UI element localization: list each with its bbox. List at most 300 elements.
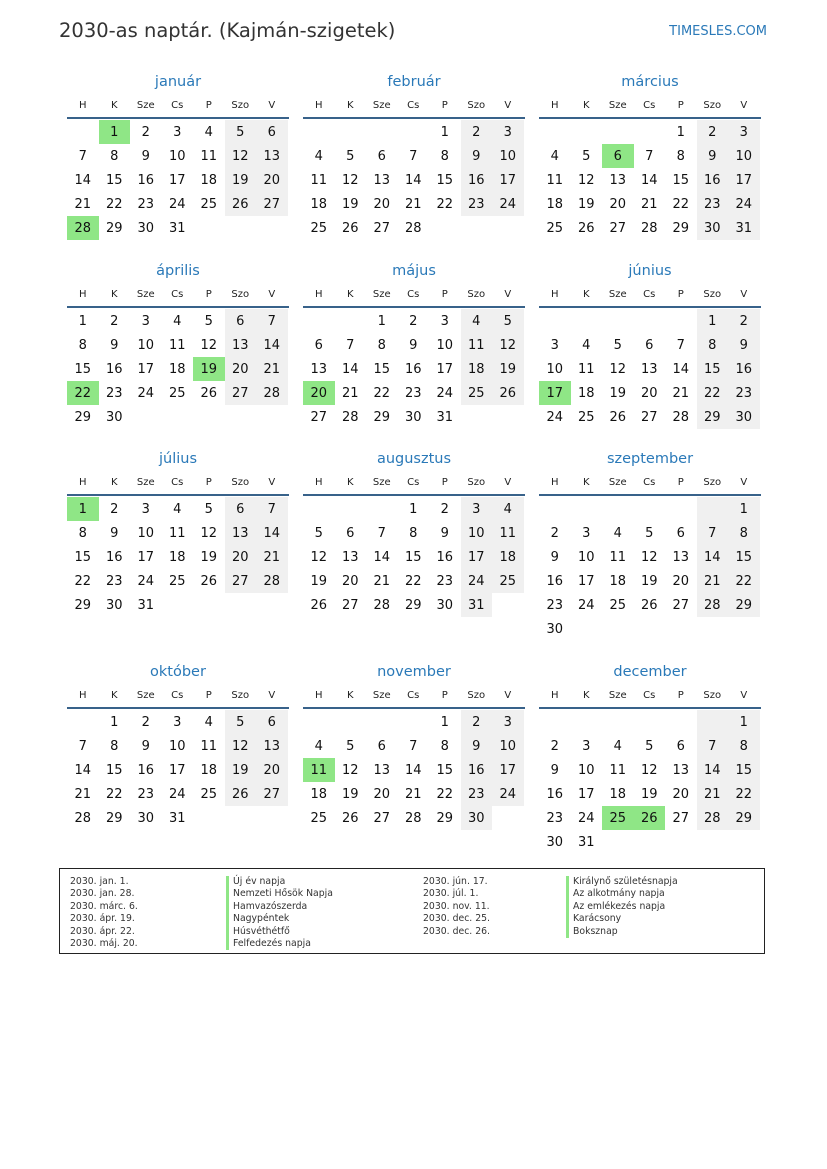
holiday-date: 2030. júl. 1. bbox=[423, 888, 479, 900]
day-cell: 9 bbox=[550, 762, 559, 778]
day-cell: 7 bbox=[377, 525, 386, 541]
day-cell: 30 bbox=[105, 409, 123, 425]
weekday-header bbox=[539, 470, 761, 494]
day-cell: 9 bbox=[409, 337, 418, 353]
day-cell: 1 bbox=[676, 124, 685, 140]
day-cell: 2 bbox=[697, 120, 729, 144]
holiday-date: 2030. jan. 28. bbox=[70, 888, 135, 900]
day-cell: 11 bbox=[168, 337, 186, 353]
empty-day-cell bbox=[130, 405, 162, 429]
day-cell: 20 bbox=[640, 385, 658, 401]
day-cell: 21 bbox=[373, 573, 391, 589]
day-cell: 30 bbox=[105, 597, 123, 613]
day-cell: 15 bbox=[373, 361, 391, 377]
day-cell: 3 bbox=[440, 313, 449, 329]
day-cell: 11 bbox=[546, 172, 564, 188]
day-cell: 10 bbox=[546, 361, 564, 377]
weekday-label: H bbox=[550, 288, 559, 300]
empty-day-cell bbox=[571, 617, 603, 641]
day-cell: 21 bbox=[74, 196, 92, 212]
weekday-label: Cs bbox=[171, 689, 184, 701]
month-block bbox=[539, 661, 761, 854]
day-cell: 23 bbox=[105, 385, 123, 401]
day-cell: 22 bbox=[373, 385, 391, 401]
empty-day-cell bbox=[366, 120, 398, 144]
day-cell: 12 bbox=[609, 361, 627, 377]
day-cell: 1 bbox=[728, 710, 760, 734]
day-cell: 22 bbox=[105, 786, 123, 802]
day-cell: 10 bbox=[577, 549, 595, 565]
weekday-label: K bbox=[110, 288, 118, 300]
day-cell: 25 bbox=[577, 409, 595, 425]
day-cell: 10 bbox=[492, 734, 524, 758]
day-cell: 3 bbox=[173, 124, 182, 140]
day-cell: 7 bbox=[676, 337, 685, 353]
day-cell: 3 bbox=[582, 525, 591, 541]
weekday-label: H bbox=[78, 99, 87, 111]
weekday-label: Szo bbox=[703, 689, 722, 701]
day-cell: 6 bbox=[377, 148, 386, 164]
weekday-label: Szo bbox=[467, 99, 486, 111]
weekday-label: K bbox=[346, 476, 354, 488]
day-cell: 4 bbox=[582, 337, 591, 353]
empty-day-cell bbox=[366, 710, 398, 734]
day-cell: 11 bbox=[168, 525, 186, 541]
day-cell: 1 bbox=[728, 497, 760, 521]
month-block bbox=[303, 448, 525, 617]
day-cell: 15 bbox=[728, 545, 760, 569]
day-cell: 29 bbox=[728, 593, 760, 617]
empty-day-cell bbox=[665, 309, 697, 333]
day-cell: 6 bbox=[645, 337, 654, 353]
weekday-label: H bbox=[78, 476, 87, 488]
day-cell: 4 bbox=[173, 501, 182, 517]
day-cell: 14 bbox=[373, 549, 391, 565]
day-cell: 25 bbox=[310, 810, 328, 826]
day-cell: 1 bbox=[377, 313, 386, 329]
empty-day-cell bbox=[728, 617, 760, 641]
empty-day-cell bbox=[193, 405, 225, 429]
day-cell: 10 bbox=[137, 525, 155, 541]
day-cell: 17 bbox=[728, 168, 760, 192]
day-cell: 2 bbox=[110, 313, 119, 329]
day-cell: 8 bbox=[676, 148, 685, 164]
day-cell: 8 bbox=[110, 148, 119, 164]
day-cell: 19 bbox=[640, 786, 658, 802]
weekday-label: V bbox=[504, 99, 512, 111]
weekday-label: H bbox=[550, 476, 559, 488]
day-cell: 9 bbox=[440, 525, 449, 541]
weekday-label: K bbox=[110, 99, 118, 111]
day-cell: 10 bbox=[168, 738, 186, 754]
empty-day-cell bbox=[697, 617, 729, 641]
day-cell: 5 bbox=[314, 525, 323, 541]
day-cell: 25 bbox=[200, 786, 218, 802]
day-grid bbox=[303, 119, 525, 240]
day-grid bbox=[303, 709, 525, 830]
empty-day-cell bbox=[193, 216, 225, 240]
day-grid bbox=[67, 119, 289, 240]
empty-day-cell bbox=[634, 497, 666, 521]
month-block bbox=[539, 260, 761, 429]
day-cell: 24 bbox=[137, 385, 155, 401]
empty-day-cell bbox=[303, 120, 335, 144]
weekday-label: Szo bbox=[467, 476, 486, 488]
holiday-date: 2030. nov. 11. bbox=[423, 900, 490, 912]
day-grid bbox=[539, 119, 761, 240]
weekday-label: V bbox=[504, 288, 512, 300]
day-cell: 20 bbox=[672, 573, 690, 589]
day-cell: 21 bbox=[640, 196, 658, 212]
holiday-date: 2030. ápr. 19. bbox=[70, 913, 135, 925]
month-name: május bbox=[392, 263, 436, 279]
weekday-label: V bbox=[740, 99, 748, 111]
day-cell: 17 bbox=[492, 758, 524, 782]
day-cell: 29 bbox=[373, 409, 391, 425]
day-cell: 12 bbox=[225, 144, 257, 168]
day-cell: 2 bbox=[141, 124, 150, 140]
day-cell: 13 bbox=[672, 762, 690, 778]
day-cell: 28 bbox=[341, 409, 359, 425]
weekday-header bbox=[303, 470, 525, 494]
day-cell: 25 bbox=[461, 381, 493, 405]
holiday-date: 2030. máj. 20. bbox=[70, 937, 138, 949]
day-cell: 5 bbox=[346, 738, 355, 754]
empty-day-cell bbox=[225, 216, 257, 240]
weekday-label: Sze bbox=[372, 476, 391, 488]
weekday-label: Cs bbox=[407, 99, 420, 111]
weekday-label: K bbox=[110, 476, 118, 488]
day-cell: 9 bbox=[550, 549, 559, 565]
empty-day-cell bbox=[335, 120, 367, 144]
holiday-date: 2030. jún. 17. bbox=[423, 876, 488, 887]
day-cell: 11 bbox=[577, 361, 595, 377]
weekday-label: Szo bbox=[231, 288, 250, 300]
month-name: augusztus bbox=[376, 451, 452, 467]
weekday-label: H bbox=[78, 288, 87, 300]
weekday-label: P bbox=[205, 476, 212, 488]
day-cell: 27 bbox=[609, 220, 627, 236]
holiday-list bbox=[59, 868, 765, 954]
holiday-date: 2030. dec. 26. bbox=[423, 925, 490, 937]
day-cell: 8 bbox=[728, 734, 760, 758]
day-cell: 23 bbox=[697, 192, 729, 216]
weekday-label: Sze bbox=[372, 99, 391, 111]
weekday-label: K bbox=[582, 99, 590, 111]
day-cell: 11 bbox=[310, 172, 328, 188]
weekday-label: P bbox=[205, 689, 212, 701]
day-grid bbox=[539, 709, 761, 854]
day-cell: 17 bbox=[577, 573, 595, 589]
weekday-label: P bbox=[205, 288, 212, 300]
day-cell: 6 bbox=[676, 525, 685, 541]
day-cell: 14 bbox=[74, 172, 92, 188]
empty-day-cell bbox=[256, 216, 288, 240]
day-cell: 14 bbox=[640, 172, 658, 188]
month-name: január bbox=[154, 74, 202, 90]
day-cell: 31 bbox=[168, 220, 186, 236]
day-cell: 8 bbox=[728, 521, 760, 545]
day-cell: 24 bbox=[168, 786, 186, 802]
day-cell: 30 bbox=[436, 597, 454, 613]
holiday-day-cell: 1 bbox=[67, 497, 99, 521]
empty-day-cell bbox=[398, 710, 430, 734]
day-cell: 11 bbox=[609, 762, 627, 778]
day-cell: 30 bbox=[404, 409, 422, 425]
holiday-day-cell: 17 bbox=[539, 381, 571, 405]
empty-day-cell bbox=[571, 710, 603, 734]
weekday-label: Sze bbox=[136, 476, 155, 488]
day-cell: 13 bbox=[256, 734, 288, 758]
empty-day-cell bbox=[571, 497, 603, 521]
day-cell: 5 bbox=[225, 120, 257, 144]
empty-day-cell bbox=[602, 617, 634, 641]
day-cell: 28 bbox=[256, 569, 288, 593]
month-block bbox=[303, 260, 525, 429]
day-cell: 5 bbox=[645, 525, 654, 541]
weekday-header bbox=[67, 282, 289, 306]
day-cell: 12 bbox=[200, 525, 218, 541]
day-cell: 1 bbox=[110, 714, 119, 730]
empty-day-cell bbox=[193, 593, 225, 617]
day-cell: 7 bbox=[256, 309, 288, 333]
day-cell: 11 bbox=[200, 148, 218, 164]
month-name: március bbox=[621, 74, 679, 90]
weekday-header bbox=[67, 93, 289, 117]
day-cell: 20 bbox=[225, 545, 257, 569]
weekday-label: Cs bbox=[171, 99, 184, 111]
day-cell: 10 bbox=[577, 762, 595, 778]
holiday-day-cell: 26 bbox=[634, 806, 666, 830]
day-cell: 8 bbox=[78, 337, 87, 353]
empty-day-cell bbox=[492, 593, 524, 617]
day-cell: 16 bbox=[546, 786, 564, 802]
day-cell: 21 bbox=[404, 786, 422, 802]
month-name: február bbox=[387, 74, 441, 90]
day-cell: 17 bbox=[137, 549, 155, 565]
day-cell: 8 bbox=[78, 525, 87, 541]
month-name: december bbox=[613, 664, 687, 680]
day-cell: 9 bbox=[697, 144, 729, 168]
day-cell: 14 bbox=[256, 521, 288, 545]
empty-day-cell bbox=[225, 593, 257, 617]
month-block bbox=[303, 71, 525, 240]
day-cell: 5 bbox=[225, 710, 257, 734]
day-cell: 24 bbox=[728, 192, 760, 216]
day-cell: 5 bbox=[645, 738, 654, 754]
day-cell: 7 bbox=[697, 521, 729, 545]
day-cell: 17 bbox=[168, 762, 186, 778]
day-cell: 17 bbox=[436, 361, 454, 377]
day-cell: 25 bbox=[168, 573, 186, 589]
day-cell: 26 bbox=[225, 192, 257, 216]
holiday-day-cell: 11 bbox=[303, 758, 335, 782]
day-cell: 3 bbox=[728, 120, 760, 144]
weekday-header bbox=[539, 282, 761, 306]
day-cell: 11 bbox=[200, 738, 218, 754]
day-cell: 25 bbox=[310, 220, 328, 236]
day-cell: 26 bbox=[341, 220, 359, 236]
day-cell: 14 bbox=[697, 545, 729, 569]
empty-day-cell bbox=[602, 120, 634, 144]
day-cell: 14 bbox=[672, 361, 690, 377]
day-cell: 5 bbox=[346, 148, 355, 164]
day-cell: 13 bbox=[672, 549, 690, 565]
day-cell: 7 bbox=[409, 148, 418, 164]
empty-day-cell bbox=[256, 593, 288, 617]
holiday-name: Felfedezés napja bbox=[226, 938, 333, 950]
day-cell: 28 bbox=[672, 409, 690, 425]
weekday-label: Cs bbox=[171, 476, 184, 488]
empty-day-cell bbox=[634, 830, 666, 854]
day-cell: 17 bbox=[137, 361, 155, 377]
day-cell: 30 bbox=[546, 621, 564, 637]
day-cell: 12 bbox=[640, 762, 658, 778]
day-cell: 8 bbox=[409, 525, 418, 541]
weekday-label: K bbox=[582, 689, 590, 701]
day-cell: 4 bbox=[314, 148, 323, 164]
day-cell: 18 bbox=[310, 196, 328, 212]
empty-day-cell bbox=[398, 120, 430, 144]
empty-day-cell bbox=[634, 309, 666, 333]
day-cell: 24 bbox=[577, 810, 595, 826]
empty-day-cell bbox=[366, 497, 398, 521]
holiday-name: Királynő születésnapja bbox=[566, 876, 678, 888]
day-cell: 1 bbox=[697, 309, 729, 333]
holiday-name: Nagypéntek bbox=[226, 913, 333, 925]
day-cell: 26 bbox=[310, 597, 328, 613]
weekday-header bbox=[67, 683, 289, 707]
day-cell: 16 bbox=[137, 762, 155, 778]
holiday-day-cell: 22 bbox=[67, 381, 99, 405]
page-title: 2030-as naptár. (Kajmán-szigetek) bbox=[59, 19, 396, 42]
weekday-label: Szo bbox=[231, 689, 250, 701]
day-cell: 30 bbox=[546, 834, 564, 850]
day-cell: 30 bbox=[728, 405, 760, 429]
weekday-label: V bbox=[740, 689, 748, 701]
site-link[interactable]: TIMESLES.COM bbox=[669, 24, 767, 39]
day-cell: 24 bbox=[492, 192, 524, 216]
day-cell: 6 bbox=[377, 738, 386, 754]
empty-day-cell bbox=[67, 710, 99, 734]
day-cell: 4 bbox=[613, 738, 622, 754]
holiday-name: Hamvazószerda bbox=[226, 901, 333, 913]
day-cell: 28 bbox=[74, 810, 92, 826]
day-cell: 18 bbox=[310, 786, 328, 802]
day-cell: 4 bbox=[492, 497, 524, 521]
weekday-label: Sze bbox=[136, 689, 155, 701]
day-cell: 29 bbox=[105, 810, 123, 826]
day-cell: 16 bbox=[137, 172, 155, 188]
day-cell: 3 bbox=[492, 120, 524, 144]
month-name: április bbox=[156, 263, 200, 279]
weekday-label: V bbox=[504, 476, 512, 488]
day-cell: 20 bbox=[373, 196, 391, 212]
day-grid bbox=[67, 709, 289, 830]
day-cell: 13 bbox=[256, 144, 288, 168]
day-cell: 2 bbox=[461, 120, 493, 144]
empty-day-cell bbox=[697, 497, 729, 521]
day-cell: 6 bbox=[256, 120, 288, 144]
month-block bbox=[539, 448, 761, 641]
day-cell: 25 bbox=[492, 569, 524, 593]
day-grid bbox=[303, 496, 525, 617]
day-cell: 30 bbox=[461, 806, 493, 830]
day-cell: 11 bbox=[492, 521, 524, 545]
day-cell: 7 bbox=[409, 738, 418, 754]
day-cell: 27 bbox=[225, 569, 257, 593]
weekday-label: Sze bbox=[608, 689, 627, 701]
day-cell: 13 bbox=[373, 172, 391, 188]
day-grid bbox=[303, 308, 525, 429]
weekday-label: V bbox=[268, 689, 276, 701]
day-cell: 8 bbox=[697, 333, 729, 357]
day-cell: 11 bbox=[461, 333, 493, 357]
day-cell: 22 bbox=[105, 196, 123, 212]
weekday-label: V bbox=[268, 288, 276, 300]
day-cell: 31 bbox=[728, 216, 760, 240]
day-cell: 25 bbox=[546, 220, 564, 236]
day-cell: 9 bbox=[461, 144, 493, 168]
day-cell: 2 bbox=[440, 501, 449, 517]
day-cell: 6 bbox=[225, 309, 257, 333]
day-cell: 23 bbox=[137, 196, 155, 212]
day-cell: 23 bbox=[728, 381, 760, 405]
weekday-label: Sze bbox=[608, 476, 627, 488]
day-cell: 26 bbox=[200, 573, 218, 589]
weekday-label: P bbox=[677, 689, 684, 701]
day-cell: 26 bbox=[640, 597, 658, 613]
day-cell: 23 bbox=[404, 385, 422, 401]
day-cell: 15 bbox=[74, 361, 92, 377]
day-cell: 25 bbox=[200, 196, 218, 212]
day-cell: 18 bbox=[577, 385, 595, 401]
day-cell: 17 bbox=[492, 168, 524, 192]
empty-day-cell bbox=[256, 806, 288, 830]
weekday-label: Cs bbox=[407, 476, 420, 488]
day-cell: 10 bbox=[436, 337, 454, 353]
month-name: november bbox=[377, 664, 451, 680]
month-name: június bbox=[628, 263, 672, 279]
day-cell: 15 bbox=[105, 172, 123, 188]
day-cell: 21 bbox=[74, 786, 92, 802]
day-cell: 21 bbox=[672, 385, 690, 401]
day-cell: 23 bbox=[105, 573, 123, 589]
day-cell: 31 bbox=[461, 593, 493, 617]
day-cell: 8 bbox=[440, 738, 449, 754]
weekday-label: Szo bbox=[231, 476, 250, 488]
day-cell: 11 bbox=[609, 549, 627, 565]
empty-day-cell bbox=[571, 120, 603, 144]
holiday-day-cell: 28 bbox=[67, 216, 99, 240]
day-cell: 2 bbox=[141, 714, 150, 730]
day-cell: 26 bbox=[492, 381, 524, 405]
day-cell: 29 bbox=[436, 810, 454, 826]
weekday-label: P bbox=[441, 476, 448, 488]
day-cell: 21 bbox=[697, 569, 729, 593]
empty-day-cell bbox=[634, 120, 666, 144]
day-cell: 16 bbox=[546, 573, 564, 589]
day-cell: 3 bbox=[582, 738, 591, 754]
day-cell: 13 bbox=[609, 172, 627, 188]
weekday-label: Sze bbox=[136, 288, 155, 300]
day-cell: 2 bbox=[550, 738, 559, 754]
empty-day-cell bbox=[193, 806, 225, 830]
day-cell: 5 bbox=[492, 309, 524, 333]
day-cell: 9 bbox=[141, 738, 150, 754]
weekday-label: H bbox=[314, 689, 323, 701]
weekday-label: Cs bbox=[643, 288, 656, 300]
